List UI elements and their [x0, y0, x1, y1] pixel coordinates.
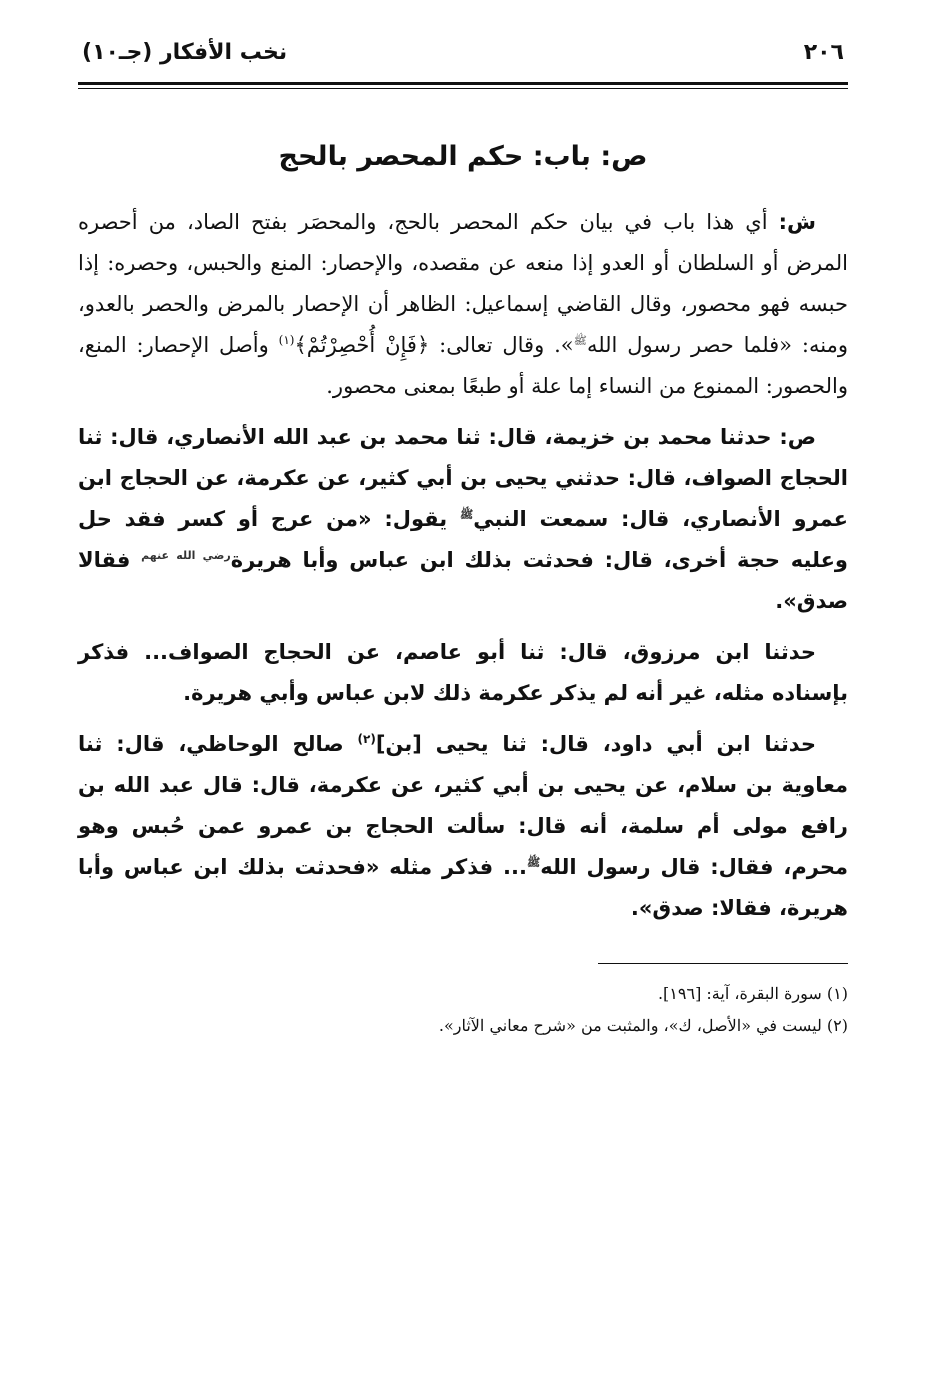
header-rule-thin: [78, 88, 848, 89]
footnote: (١) سورة البقرة، آية: [١٩٦].: [657, 984, 848, 1003]
honorific-mark: رضي الله عنهم: [141, 549, 231, 562]
paragraph-text: أي هذا باب في بيان حكم المحصر بالحج، والمحصَر بفتح الصاد، من أحصره المرض أو السلطان أو العدو إذا منعه عن مقصده، والإحصار: المنع والحبس، وحصره: إذا حبسه فهو محصور، وقال القاضي إسماعيل: الظاهر أن الإحصار بالمرض والحصر بالعدو، ومنه: «فلما حصر رسول الله: [78, 210, 848, 357]
paragraph-text: حدثنا ابن أبي داود، قال: ثنا يحيى [بن]: [375, 732, 816, 756]
honorific-mark: ﷺ: [459, 508, 474, 521]
footnote: (٢) ليست في «الأصل، ك»، والمثبت من «شرح معاني الآثار».: [438, 1016, 848, 1035]
commentary-paragraph: [78, 202, 848, 407]
hadith-paragraph: [78, 632, 848, 714]
paragraph-text: يقول: «من عرج أو كسر فقد حل وعليه حجة أخرى، قال: فحدثت بذلك ابن عباس وأبا هريرة: [78, 507, 848, 572]
running-header: [78, 40, 848, 76]
paragraph-text: وأصل الإحصار: المنع، والحصور: الممنوع من النساء إما علة أو طبعًا بمعنى محصور.: [78, 333, 848, 398]
hadith-paragraph: [78, 724, 848, 929]
footnote-reference[interactable]: (١): [278, 333, 295, 347]
footnote-separator: [598, 963, 848, 964]
hadith-paragraph: [78, 417, 848, 622]
page-number: ٢٠٦: [803, 40, 844, 65]
book-title: نخب الأفكار (جـ١٠): [82, 40, 288, 65]
paragraph-lead-marker: ش:: [778, 210, 816, 234]
header-rule-thick: [78, 82, 848, 85]
page: [78, 40, 848, 1042]
paragraph-text: صالح الوحاظي، قال: ثنا معاوية بن سلام، عن يحيى بن أبي كثير، عن عكرمة، قال: قال عبد الله بن رافع مولى أم سلمة، أنه قال: سألت الحجاج بن عمرو عمن حُبس وهو محرم، فقال: قال رسول الله: [78, 732, 848, 879]
paragraph-text: ». وقال تعالى: ﴿فَإِنْ أُحْصِرْتُمْ﴾: [294, 333, 574, 357]
honorific-mark: ﷺ: [573, 334, 587, 347]
paragraph-text: فقالا صدق».: [78, 548, 848, 613]
footnote-reference[interactable]: (٢): [357, 732, 376, 746]
paragraph-text: حدثنا ابن مرزوق، قال: ثنا أبو عاصم، عن الحجاج الصواف... فذكر بإسناده مثله، غير أنه لم يذكر عكرمة ذلك لابن عباس وأبي هريرة.: [78, 640, 848, 705]
paragraph-lead-marker: ص:: [779, 425, 816, 449]
honorific-mark: ﷺ: [526, 856, 541, 869]
chapter-title: ص: باب: حكم المحصر بالحج: [278, 141, 648, 172]
paragraph-text: ... فذكر مثله «فحدثت بذلك ابن عباس وأبا هريرة، فقالا: صدق».: [78, 855, 848, 920]
paragraph-text: حدثنا محمد بن خزيمة، قال: ثنا محمد بن عبد الله الأنصاري، قال: ثنا الحجاج الصواف، قال: حدثني يحيى بن أبي كثير، عن عكرمة، عن الحجاج ابن عمرو الأنصاري، قال: سمعت النبي: [78, 425, 848, 531]
